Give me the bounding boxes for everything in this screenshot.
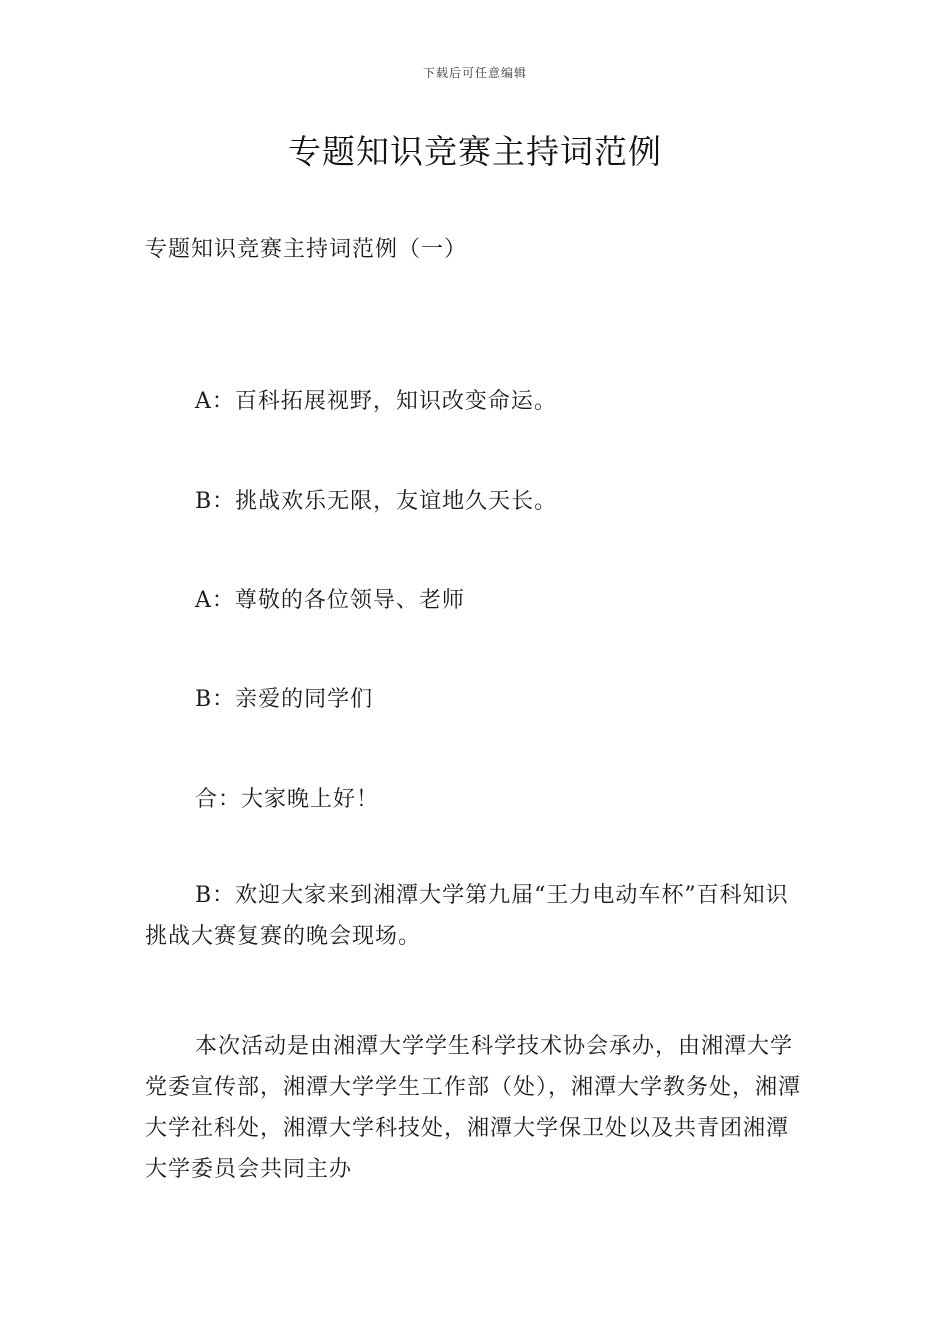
paragraph-organizers: 本次活动是由湘潭大学学生科学技术协会承办，由湘潭大学党委宣传部，湘潭大学学生工作部（处），湘潭大学教务处，湘潭大学社科处，湘潭大学科技处，湘潭大学保卫处以及共青团湘潭大学委员会共同主办 (145, 1034, 802, 1182)
paragraph-welcome: B：欢迎大家来到湘潭大学第九届“王力电动车杯”百科知识挑战大赛复赛的晚会现场。 (145, 883, 789, 949)
dialogue-line-b-opening: B：挑战欢乐无限，友谊地久天长。 (195, 489, 558, 514)
section-heading: 专题知识竞赛主持词范例（一） (145, 237, 468, 262)
dialogue-line-a-greeting: A：尊敬的各位领导、老师 (195, 588, 465, 613)
document-title: 专题知识竞赛主持词范例 (288, 132, 662, 171)
page-header-note: 下载后可任意编辑 (422, 66, 527, 80)
dialogue-line-a-opening: A：百科拓展视野，知识改变命运。 (195, 389, 557, 414)
dialogue-line-together: 合：大家晚上好！ (195, 787, 380, 812)
dialogue-line-b-greeting: B：亲爱的同学们 (195, 687, 374, 712)
